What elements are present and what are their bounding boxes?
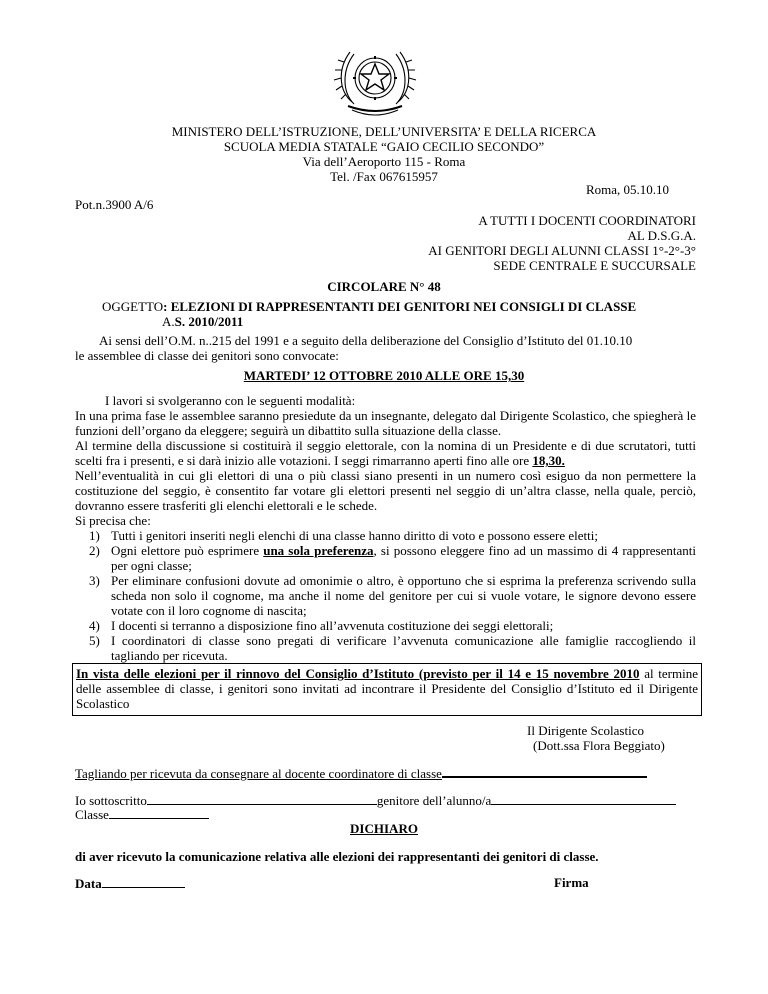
body-intro: I lavori si svolgeranno con le seguenti modalità: <box>105 393 356 408</box>
intro-line2: le assemblee di classe dei genitori sono convocate: <box>75 348 339 363</box>
body-paragraph: Si precisa che: <box>75 513 151 528</box>
list-item: 3) Per eliminare confusioni dovute ad omonimie o altro, è opportuno che si esprima la preferenza scrivendo sulla scheda non solo il cognome, ma anche il nome del genitore per cui si vuole votare, le signore devono essere votate con il loro cognome di nascita; <box>89 573 696 618</box>
intro-line1: Ai sensi dell’O.M. n..215 del 1991 e a seguito della deliberazione del Consiglio d’Istituto del 01.10.10 <box>99 333 633 348</box>
date-row <box>75 875 185 891</box>
parent-label: genitore dell’alunno/a <box>376 793 492 808</box>
student-name-field[interactable] <box>491 792 676 805</box>
list-item: 4) I docenti si terranno a disposizione fino all’avvenuta costituzione dei seggi elettorali; <box>89 618 554 633</box>
undersigned-label: Io sottoscritto <box>75 793 147 808</box>
body-paragraph: In una prima fase le assemblee saranno presiedute da un insegnante, delegato dal Dirigente Scolastico, che spiegherà le funzioni dell’organo da eleggere; seguirà un dibattito sulla situazione della classe. <box>75 408 696 438</box>
date-label: Data <box>75 876 102 891</box>
letterhead-ministry: MINISTERO DELL’ISTRUZIONE, DELL’UNIVERSITA’ E DELLA RICERCA <box>171 124 597 139</box>
letterhead <box>0 124 768 184</box>
notice-rest: al termine delle assemblee di classe, i genitori sono invitati ad incontrare il Presidente del Consiglio d’Istituto ed il Dirigente Scolastico <box>76 666 698 711</box>
notice-box <box>72 663 702 716</box>
letterhead-phone: Tel. /Fax 067615957 <box>330 169 438 184</box>
declare-heading: DICHIARO <box>350 821 418 836</box>
single-preference: una sola preferenza <box>263 543 374 558</box>
notice-bold: In vista delle elezioni per il rinnovo del Consiglio d’Istituto (previsto per il 14 e 15 novembre 2010 <box>76 666 640 681</box>
rules-list <box>75 528 696 663</box>
signature-role: Il Dirigente Scolastico <box>527 723 644 738</box>
signature-name: (Dott.ssa Flora Beggiato) <box>533 738 665 753</box>
recipient-line: AI GENITORI DEGLI ALUNNI CLASSI 1°-2°-3° <box>428 243 696 258</box>
class-field[interactable] <box>109 806 209 819</box>
class-label: Classe <box>75 807 109 822</box>
protocol-number: Pot.n.3900 A/6 <box>75 197 154 212</box>
receipt-header: Tagliando per ricevuta da consegnare al docente coordinatore di classe <box>75 764 647 781</box>
italian-republic-emblem-icon <box>330 40 420 120</box>
recipients <box>300 213 696 273</box>
recipient-line: A TUTTI I DOCENTI COORDINATORI <box>478 213 696 228</box>
receipt-statement: di aver ricevuto la comunicazione relativa alle elezioni dei rappresentanti dei genitori di classe. <box>75 849 599 864</box>
class-row <box>75 806 209 822</box>
signature-block <box>527 723 665 753</box>
subject-label: OGGETTO <box>102 299 164 314</box>
recipient-line: SEDE CENTRALE E SUCCURSALE <box>493 258 696 273</box>
subject-line2: S. 2010/2011 <box>174 314 244 329</box>
intro <box>75 333 700 363</box>
subject-line1: : ELEZIONI DI RAPPRESENTANTI DEI GENITORI NEI CONSIGLI DI CLASSE <box>163 299 637 314</box>
meeting-date: MARTEDI’ 12 OTTOBRE 2010 ALLE ORE 15,30 <box>243 368 525 383</box>
list-item: 5) I coordinatori di classe sono pregati di verificare l’avvenuta comunicazione alle famiglie raccogliendo il tagliando per ricevuta. <box>89 633 696 663</box>
subject-prefix: A. <box>162 314 175 329</box>
circular-title: CIRCOLARE N° 48 <box>327 279 441 294</box>
subject <box>102 299 636 329</box>
body-text <box>75 393 696 663</box>
body-paragraph: Al termine della discussione si costituirà il seggio elettorale, con la nomina di un Presidente e di due scrutatori, tutti scelti fra i presenti, e si darà inizio alle votazioni. I seggi rimarranno aperti fino alle ore 18,30. <box>75 438 696 468</box>
closing-time: 18,30. <box>532 453 565 468</box>
letterhead-address: Via dell’Aeroporto 115 - Roma <box>302 154 466 169</box>
date-field[interactable] <box>102 875 185 888</box>
undersigned-field[interactable] <box>147 792 377 805</box>
place-date: Roma, 05.10.10 <box>586 182 670 197</box>
sign-label: Firma <box>554 875 589 890</box>
coordinator-blank[interactable] <box>442 764 647 778</box>
letterhead-school: SCUOLA MEDIA STATALE “GAIO CECILIO SECONDO” <box>223 139 545 154</box>
recipient-line: AL D.S.G.A. <box>627 228 696 243</box>
body-paragraph: Nell’eventualità in cui gli elettori di una o più classi siano presenti in un numero così esiguo da non permettere la costituzione del seggio, è consentito far votare gli elettori presenti nel seggio di un’altra classe, nella quale, perciò, dovranno essere trasferiti gli elenchi elettorali e le schede. <box>75 468 696 513</box>
list-item: 1) Tutti i genitori inseriti negli elenchi di una classe hanno diritto di voto e possono essere eletti; <box>89 528 598 543</box>
list-item: 2) Ogni elettore può esprimere una sola preferenza, si possono eleggere fino ad un massimo di 4 rappresentanti per ogni classe; <box>89 543 696 573</box>
